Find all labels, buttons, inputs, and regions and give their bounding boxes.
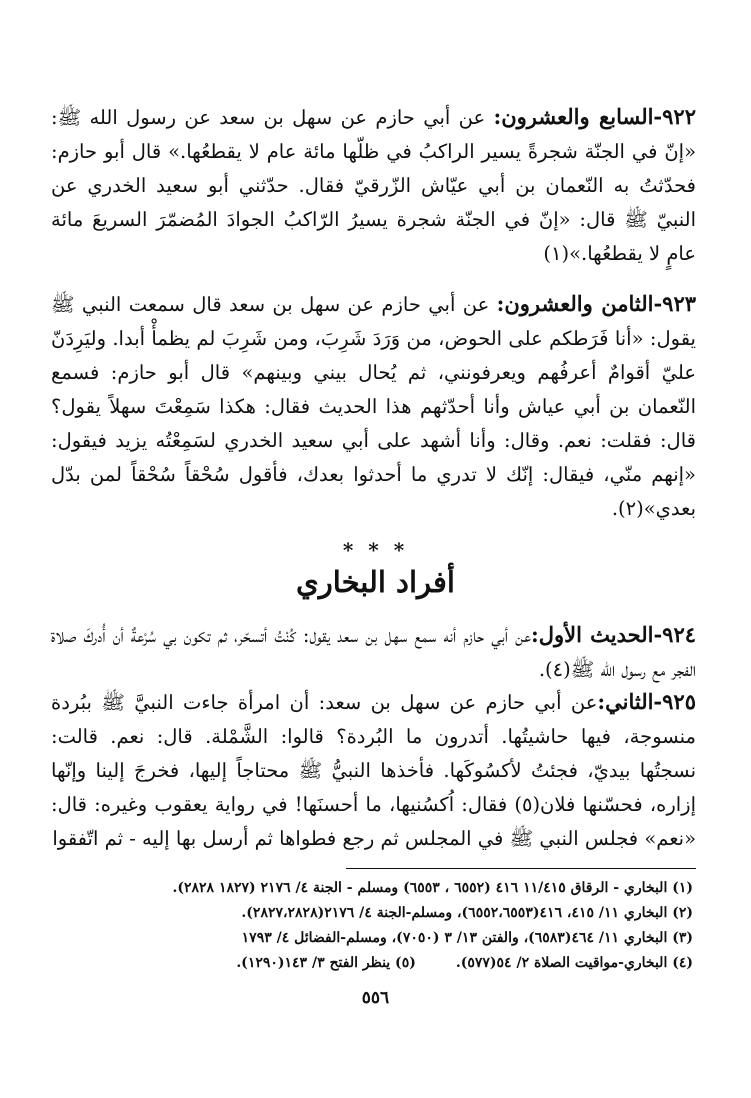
hadith-925-text: عن أبي حازم عن سهل بن سعد: أن امرأة جاءت النبيَّ ﷺ ببُردة منسوجة، فيها حاشيتُها. أتدرون ما البُردة؟ قالوا: الشَّمْلة. قال: نعم. قالت: نسجتُها بيديّ، فجئتُ لأكسُوكَها. فأخذها النبيُّ ﷺ محتاجاً إليها، فخرجَ إلينا وإنّها إزاره، فحسّنها فلان(٥) فقال: اُكسُنيها، ما أحسنَها! في رواية يعقوب وغيره: قال: «نعم» فجلس النبي ﷺ في المجلس ثم رجع فطواها ثم أرسل بها إليه - ثم اتّفقوا — [51, 691, 696, 850]
hadith-925-paragraph — [51, 685, 696, 856]
hadith-923-paragraph — [51, 287, 696, 526]
hadith-924-text: عن أبي حازم أنه سمع سهل بن سعد يقول: كُنْتُ أتسحّر، ثم تكون بي سُرْعةٌ أن أُدركَ صلاة الفجر مع رسول الله ﷺ(٤). — [51, 624, 696, 681]
footnote-divider — [346, 868, 696, 869]
hadith-923 — [51, 287, 696, 526]
hadith-922-paragraph — [51, 100, 696, 271]
footnote-4: (٤) البخاري-مواقيت الصلاة ٢/ ٥٤(٥٧٧). — [455, 955, 693, 971]
footnote-2: (٢) البخاري ١١/ ٤١٥، ٤١٦(٦٥٥٢،٦٥٥٣)، ومسلم-الجنة ٤/ ٢١٧٦(٢٨٢٧،٢٨٢٨). — [241, 905, 693, 921]
section-title: أفراد البخاري — [296, 565, 455, 599]
footnote-5: (٥) ينظر الفتح ٣/ ١٤٣(١٢٩٠). — [236, 955, 416, 971]
footnote-1: (١) البخاري - الرقاق ١١/٤١٥ ٤١٦ (٦٥٥٢ ، ٦٥٥٣) ومسلم - الجنة ٤/ ٢١٧٦ (١٨٢٧ ٢٨٢٨). — [172, 880, 693, 896]
footnote-3: (٣) البخاري ١١/ ٤٦٤(٦٥٨٣)، والفتن ١٣/ ٣ (٧٠٥٠)، ومسلم-الفضائل ٤/ ١٧٩٣ — [241, 930, 693, 946]
hadith-924-paragraph — [51, 618, 696, 687]
footnotes — [53, 876, 693, 976]
hadith-923-text: عن أبي حازم عن سهل بن سعد قال سمعت النبي ﷺ يقول: «أنا فَرَطكم على الحوض، من وَرَدَ شَرِبَ، ومن شَرِبَ لم يظمأْ أبدا. وليَرِدَنّ عليّ أقوامٌ أعرفُهم ويعرفونني، ثم يُحال بيني وبينهم» قال أبو حازم: فسمع النّعمان بن أبي عياش وأنا أحدّثهم هذا الحديث فقال: هكذا سَمِعْتَ سهلاً يقول؟ قال: فقلت: نعم. وقال: وأنا أشهد على أبي سعيد الخدري لسَمِعْتُه يزيد فيقول: «إنهم منّي، فيقال: إنّك لا تدري ما أحدثوا بعدك، فأقول سُحْقاً سُحْقاً لمن بدّل بعدي»(٢). — [51, 293, 696, 520]
hadith-922-text: عن أبي حازم عن سهل بن سعد عن رسول الله ﷺ: «إنّ في الجنّة شجرةً يسير الراكبُ في ظلّها مائة عام لا يقطعُها.» قال أبو حازم: فحدّثتُ به النّعمان بن أبي عيّاش الزّرقيّ فقال. حدّثني أبو سعيد الخدري عن النبيّ ﷺ قال: «إنّ في الجنّة شجرة يسيرُ الرّاكبُ الجوادَ المُضمّرَ السريعَ مائة عامٍ لا يقطعُها.»(١) — [51, 106, 696, 265]
hadith-924 — [51, 618, 696, 687]
hadith-922 — [51, 100, 696, 271]
section-separator: * * * — [342, 538, 409, 562]
hadith-922-number: ٩٢٢-السابع والعشرون: — [493, 104, 696, 129]
hadith-924-number: ٩٢٤-الحديث الأول: — [531, 622, 697, 647]
hadith-925 — [51, 685, 696, 856]
hadith-925-number: ٩٢٥-الثاني: — [597, 689, 696, 714]
page-number: ٥٥٦ — [361, 988, 390, 1008]
hadith-923-number: ٩٢٣-الثامن والعشرون: — [496, 291, 697, 316]
footnote-row-4-5 — [53, 951, 693, 976]
